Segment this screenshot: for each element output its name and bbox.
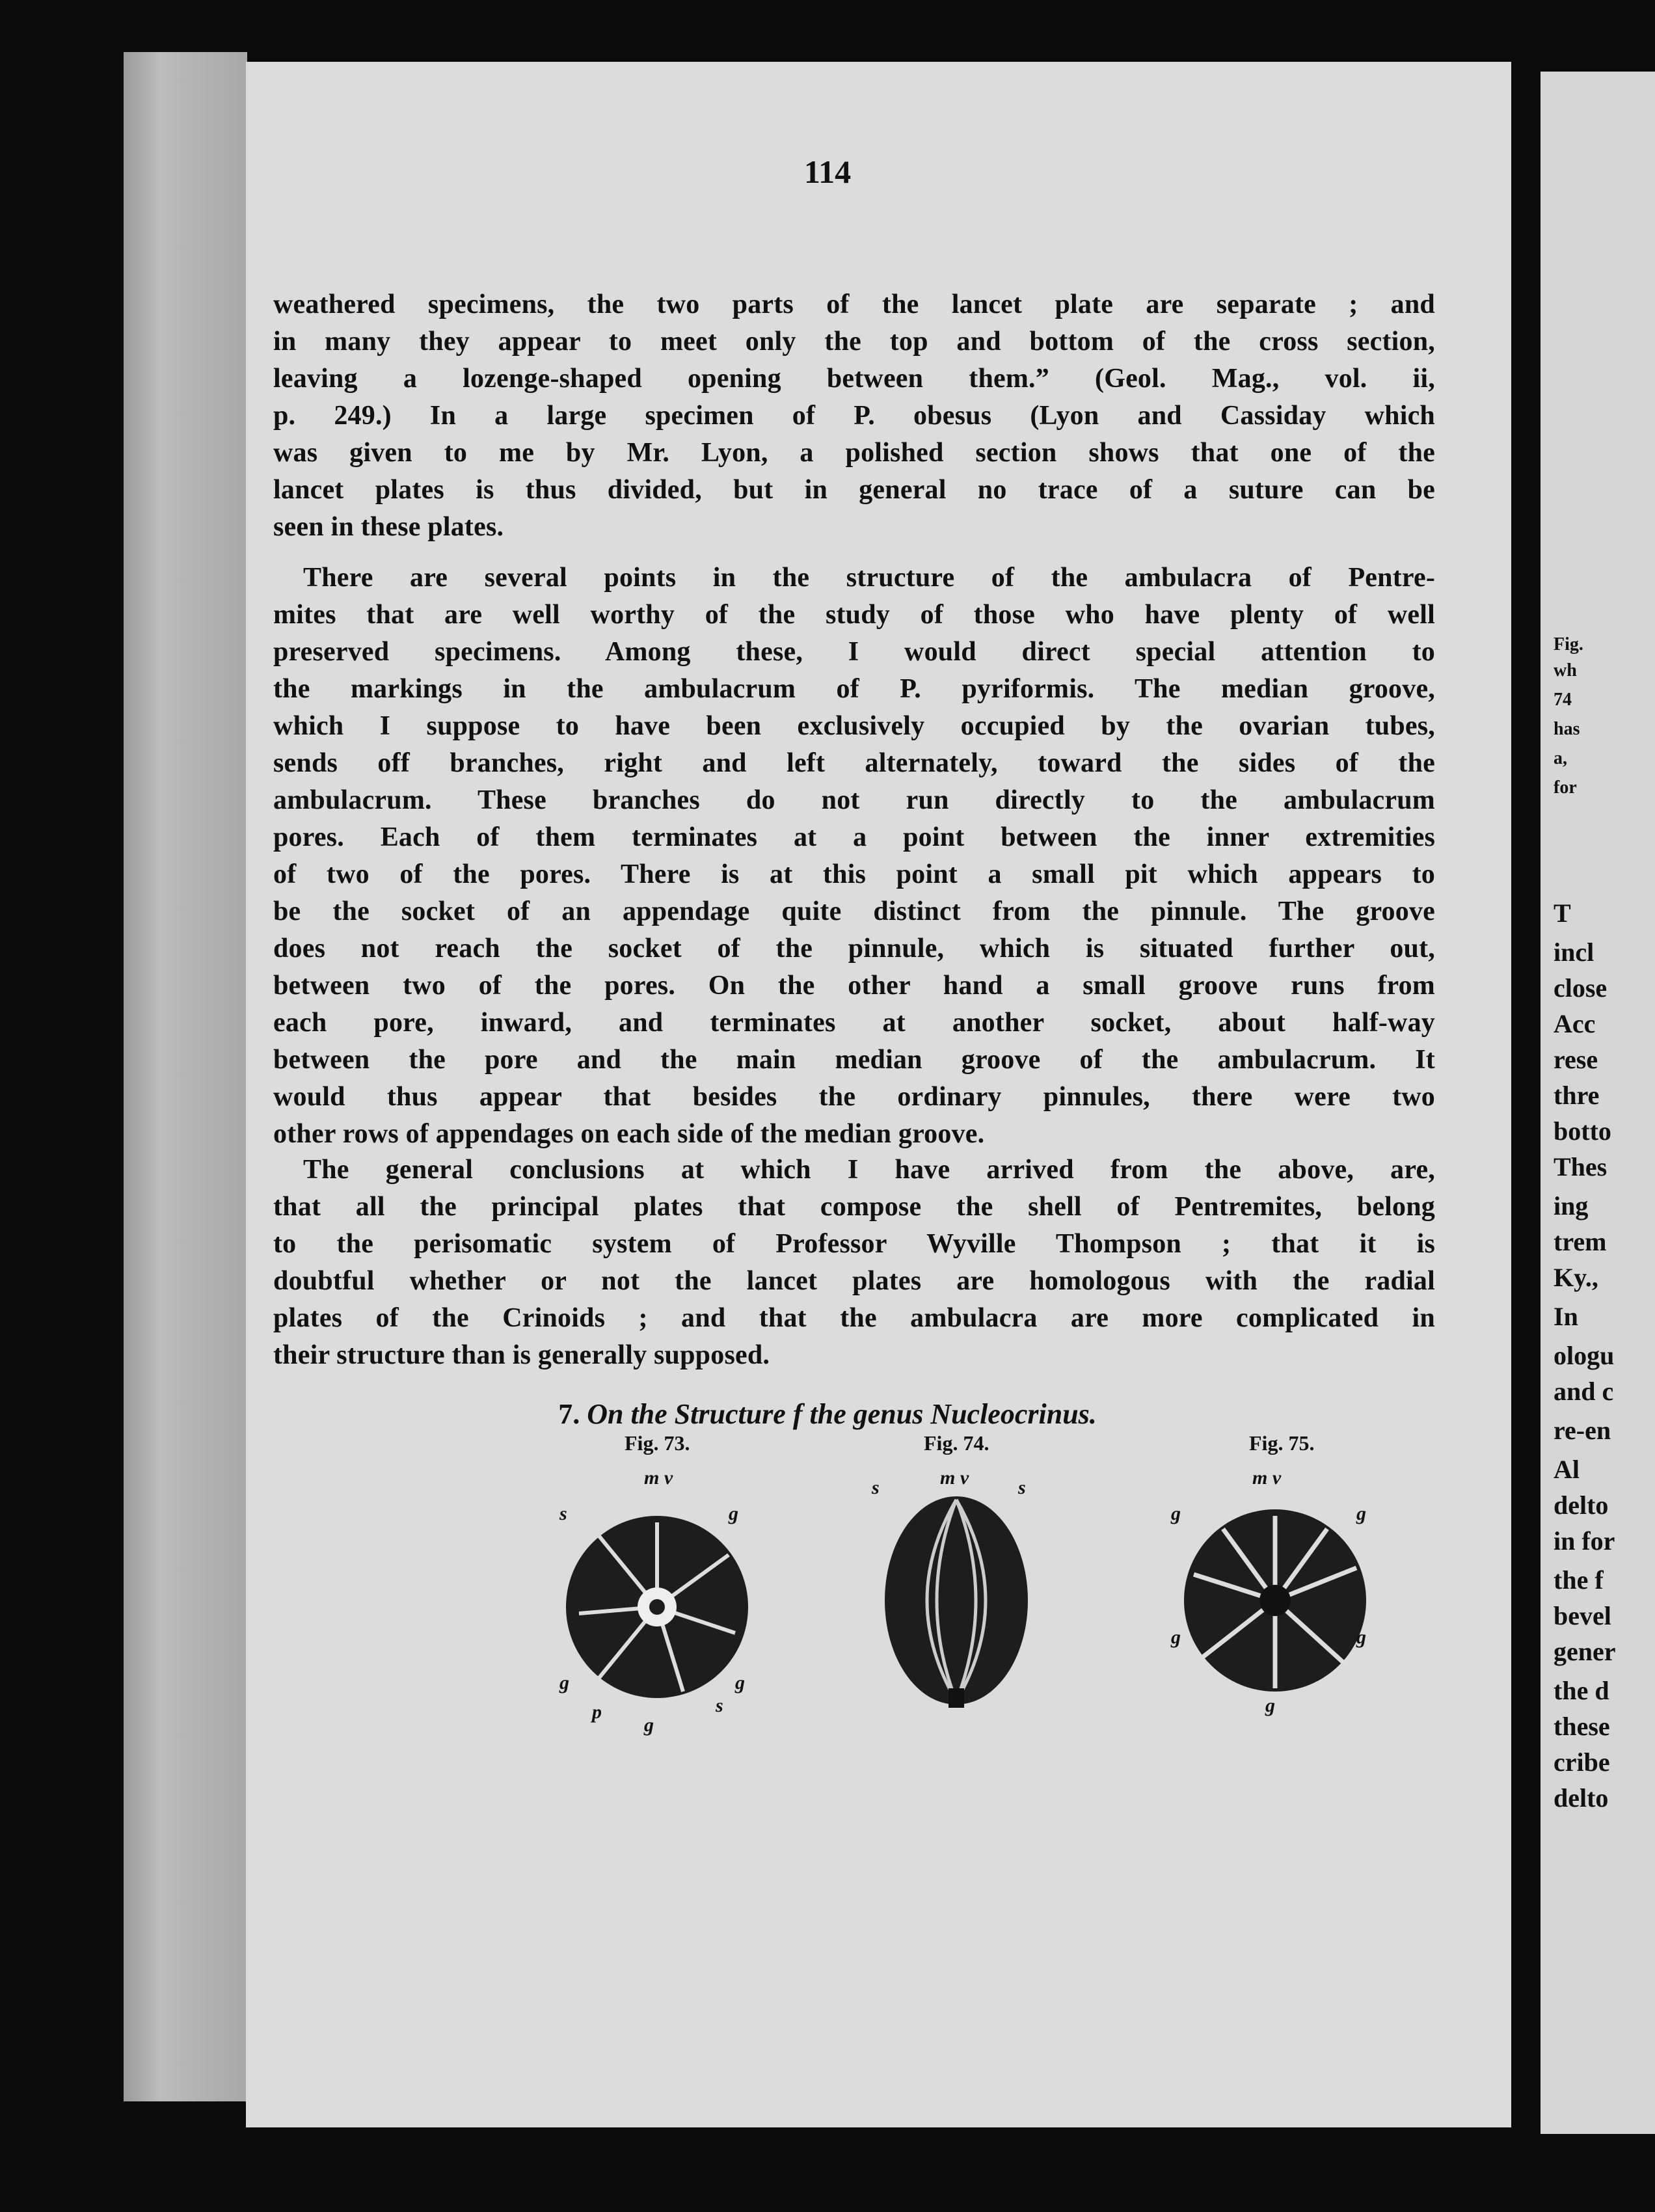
facing-page-text: a, xyxy=(1554,748,1567,768)
fig75-letter-g: g xyxy=(1356,1626,1366,1648)
facing-page-text: 74 xyxy=(1554,690,1572,710)
facing-page-text: In xyxy=(1554,1302,1578,1331)
text-line: the markings in the ambulacrum of P. pyriformis. The median groove, xyxy=(273,674,1435,704)
text-line: to the perisomatic system of Professor Wyville Thompson ; that it is xyxy=(273,1229,1435,1259)
fig75-letter-g: g xyxy=(1171,1503,1181,1524)
text-line: leaving a lozenge-shaped opening between them.” (Geol. Mag., vol. ii, xyxy=(273,364,1435,394)
text-line: There are several points in the structure of the ambulacra of Pentre- xyxy=(303,563,1435,593)
figure-73-label: Fig. 73. xyxy=(625,1431,690,1455)
text-line: weathered specimens, the two parts of the lancet plate are separate ; and xyxy=(273,290,1435,319)
facing-page-text: Ky., xyxy=(1554,1263,1598,1292)
fig73-letter-g: g xyxy=(729,1503,738,1524)
text-line: mites that are well worthy of the study of those who have plenty of well xyxy=(273,600,1435,630)
fig73-letter-p: p xyxy=(592,1701,602,1723)
facing-page-text: re-en xyxy=(1554,1416,1611,1445)
text-line: between the pore and the main median groove of the ambulacrum. It xyxy=(273,1045,1435,1075)
fig74-letter-s: s xyxy=(1018,1477,1026,1498)
facing-page-text: cribe xyxy=(1554,1747,1610,1777)
figure-73-illustration xyxy=(559,1464,755,1724)
paragraph-1 xyxy=(273,286,1435,546)
facing-page-text: rese xyxy=(1554,1045,1598,1074)
facing-page-text: delto xyxy=(1554,1490,1609,1520)
fig73-letter-g: g xyxy=(644,1714,654,1736)
paragraph-2 xyxy=(273,560,1435,1153)
figure-74-illustration xyxy=(872,1464,1041,1724)
facing-page-text: these xyxy=(1554,1712,1610,1741)
facing-page-text: T xyxy=(1554,898,1571,928)
text-line: that all the principal plates that compose the shell of Pentremites, belong xyxy=(273,1192,1435,1222)
facing-page-text: for xyxy=(1554,777,1577,798)
facing-page-text: and c xyxy=(1554,1377,1614,1406)
page-number: 114 xyxy=(803,154,852,190)
facing-page-text: bevel xyxy=(1554,1601,1611,1630)
facing-page-text: botto xyxy=(1554,1116,1611,1146)
facing-page-fragment xyxy=(1541,72,1655,2134)
fig73-letter-g: g xyxy=(559,1672,569,1693)
text-line: preserved specimens. Among these, I would direct special attention to xyxy=(273,637,1435,667)
facing-page-text: has xyxy=(1554,719,1580,739)
facing-page-text: the f xyxy=(1554,1565,1604,1595)
text-line: lancet plates is thus divided, but in general no trace of a suture can be xyxy=(273,475,1435,505)
text-line: sends off branches, right and left alternately, toward the sides of the xyxy=(273,748,1435,778)
fig73-letter-s: s xyxy=(716,1695,723,1716)
facing-page-text: the d xyxy=(1554,1676,1609,1705)
text-line: between two of the pores. On the other hand a small groove runs from xyxy=(273,971,1435,1001)
fig75-letter-g: g xyxy=(1356,1503,1366,1524)
text-line: was given to me by Mr. Lyon, a polished section shows that one of the xyxy=(273,438,1435,468)
figure-74-label: Fig. 74. xyxy=(924,1431,989,1455)
facing-page-text: delto xyxy=(1554,1783,1609,1813)
figure-73 xyxy=(559,1431,755,1744)
section-title-text: On the Structure f the genus Nucleocrinus. xyxy=(587,1398,1097,1430)
figure-75-label: Fig. 75. xyxy=(1249,1431,1315,1455)
facing-page-text: trem xyxy=(1554,1227,1607,1256)
text-line: ambulacrum. These branches do not run directly to the ambulacrum xyxy=(273,785,1435,815)
text-line: each pore, inward, and terminates at another socket, about half-way xyxy=(273,1008,1435,1038)
figure-74 xyxy=(872,1431,1041,1744)
text-line: p. 249.) In a large specimen of P. obesus (Lyon and Cassiday which xyxy=(273,401,1435,431)
text-line: which I suppose to have been exclusively occupied by the ovarian tubes, xyxy=(273,711,1435,741)
text-line: be the socket of an appendage quite distinct from the pinnule. The groove xyxy=(273,897,1435,926)
fig74-letter-s: s xyxy=(872,1477,880,1498)
text-line: their structure than is generally supposed. xyxy=(273,1340,770,1370)
figure-75-illustration xyxy=(1171,1464,1379,1724)
section-number: 7. xyxy=(558,1398,580,1430)
facing-page-text: wh xyxy=(1554,660,1577,681)
text-line: in many they appear to meet only the top and bottom of the cross section, xyxy=(273,327,1435,357)
facing-page-text: incl xyxy=(1554,937,1594,967)
facing-page-text: Al xyxy=(1554,1455,1580,1484)
fig75-letter-mv: m v xyxy=(1252,1467,1282,1489)
section-title xyxy=(0,1397,1655,1431)
text-line: doubtful whether or not the lancet plates are homologous with the radial xyxy=(273,1266,1435,1296)
text-line: would thus appear that besides the ordinary pinnules, there were two xyxy=(273,1082,1435,1112)
fig75-letter-g: g xyxy=(1171,1626,1181,1648)
paragraph-3 xyxy=(273,1152,1435,1374)
figure-75 xyxy=(1171,1431,1379,1744)
book-page-edge xyxy=(124,52,247,2101)
facing-page-text: Acc xyxy=(1554,1009,1596,1038)
facing-page-text: Thes xyxy=(1554,1152,1608,1181)
text-line: does not reach the socket of the pinnule, which is situated further out, xyxy=(273,934,1435,964)
fig73-letter-mv: m v xyxy=(644,1467,673,1489)
text-line: plates of the Crinoids ; and that the ambulacra are more complicated in xyxy=(273,1303,1435,1333)
text-line: pores. Each of them terminates at a point between the inner extremities xyxy=(273,822,1435,852)
facing-page-text: ologu xyxy=(1554,1341,1615,1370)
fig73-letter-g: g xyxy=(735,1672,745,1693)
facing-page-text: ing xyxy=(1554,1191,1589,1221)
text-line: seen in these plates. xyxy=(273,512,504,542)
facing-page-text: gener xyxy=(1554,1637,1616,1666)
text-line: other rows of appendages on each side of the median groove. xyxy=(273,1119,985,1149)
fig73-letter-s: s xyxy=(559,1503,567,1524)
fig74-letter-mv: m v xyxy=(940,1467,969,1489)
fig75-letter-g: g xyxy=(1265,1695,1275,1716)
text-line: of two of the pores. There is at this point a small pit which appears to xyxy=(273,859,1435,889)
facing-page-text: thre xyxy=(1554,1081,1600,1110)
text-line: The general conclusions at which I have arrived from the above, are, xyxy=(303,1155,1435,1185)
facing-page-text: Fig. xyxy=(1554,634,1583,654)
facing-page-text: close xyxy=(1554,973,1608,1003)
facing-page-text: in for xyxy=(1554,1526,1615,1556)
